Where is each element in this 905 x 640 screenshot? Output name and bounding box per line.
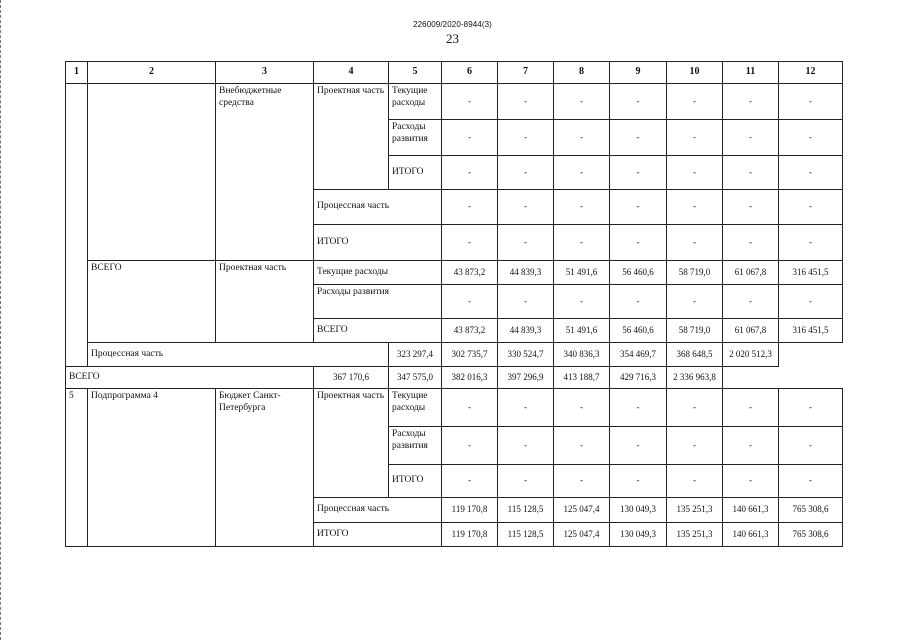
value-cell: 119 170,8 — [442, 523, 498, 547]
name-cell: ВСЕГО — [88, 261, 216, 343]
dash-cell: - — [442, 190, 498, 225]
dash-cell: - — [667, 120, 723, 156]
document-id: 226009/2020-8944(3) — [413, 20, 492, 29]
process-part-cell: Процессная часть — [314, 498, 442, 523]
dash-cell: - — [554, 156, 610, 190]
dash-cell: - — [667, 285, 723, 319]
value-cell: 44 839,3 — [498, 319, 554, 343]
value-cell: 413 188,7 — [554, 367, 610, 389]
process-part-cell: Процессная часть — [88, 343, 389, 367]
part-cell: Проектная часть — [314, 389, 389, 498]
table-row — [66, 367, 843, 389]
dash-cell: - — [723, 225, 779, 261]
column-header: 5 — [389, 62, 442, 84]
dash-cell: - — [723, 465, 779, 498]
dash-cell: - — [723, 389, 779, 427]
value-cell: 56 460,6 — [610, 319, 667, 343]
total-label-cell: ИТОГО — [389, 465, 442, 498]
dash-cell: - — [498, 84, 554, 120]
part-cell: Проектная часть — [216, 261, 314, 343]
value-cell: 56 460,6 — [610, 261, 667, 285]
name-cell: Подпрограмма 4 — [88, 389, 216, 547]
dash-cell: - — [779, 84, 843, 120]
dash-cell: - — [554, 285, 610, 319]
dash-cell: - — [779, 465, 843, 498]
dash-cell: - — [779, 156, 843, 190]
dash-cell: - — [667, 84, 723, 120]
column-header: 9 — [610, 62, 667, 84]
num-cell — [66, 84, 88, 367]
name-cell — [88, 84, 216, 261]
value-cell: 140 661,3 — [723, 523, 779, 547]
dash-cell: - — [498, 156, 554, 190]
dash-cell: - — [723, 120, 779, 156]
value-cell: 51 491,6 — [554, 319, 610, 343]
total-label-cell: ВСЕГО — [314, 319, 442, 343]
value-cell: 382 016,3 — [442, 367, 498, 389]
value-cell: 58 719,0 — [667, 261, 723, 285]
dash-cell: - — [498, 120, 554, 156]
grand-total-label-cell: ВСЕГО — [66, 367, 314, 389]
binding-edge — [0, 0, 4, 640]
column-header: 1 — [66, 62, 88, 84]
dash-cell: - — [442, 465, 498, 498]
budget-table — [65, 61, 843, 547]
column-header: 11 — [723, 62, 779, 84]
table-row — [66, 389, 843, 427]
value-cell: 340 836,3 — [554, 343, 610, 367]
table-row — [66, 343, 843, 367]
dash-cell: - — [667, 225, 723, 261]
value-cell: 130 049,3 — [610, 523, 667, 547]
value-cell: 125 047,4 — [554, 498, 610, 523]
value-cell: 43 873,2 — [442, 261, 498, 285]
value-cell: 135 251,3 — [667, 498, 723, 523]
dash-cell: - — [610, 285, 667, 319]
dash-cell: - — [779, 285, 843, 319]
value-cell: 368 648,5 — [667, 343, 723, 367]
dash-cell: - — [667, 389, 723, 427]
total-label-cell: ИТОГО — [314, 225, 442, 261]
dash-cell: - — [498, 427, 554, 465]
dash-cell: - — [610, 156, 667, 190]
value-cell: 2 020 512,3 — [723, 343, 779, 367]
dash-cell: - — [779, 389, 843, 427]
value-cell: 115 128,5 — [498, 523, 554, 547]
part-cell: Проектная часть — [314, 84, 389, 190]
dash-cell: - — [723, 190, 779, 225]
column-header: 6 — [442, 62, 498, 84]
dash-cell: - — [610, 427, 667, 465]
process-part-cell: Процессная часть — [314, 190, 442, 225]
dash-cell: - — [442, 389, 498, 427]
dash-cell: - — [498, 225, 554, 261]
value-cell: 765 308,6 — [779, 523, 843, 547]
dash-cell: - — [610, 225, 667, 261]
expense-type-cell: Расходы развития — [389, 427, 442, 465]
dash-cell: - — [667, 427, 723, 465]
value-cell: 429 716,3 — [610, 367, 667, 389]
value-cell: 316 451,5 — [779, 261, 843, 285]
dash-cell: - — [723, 156, 779, 190]
value-cell: 397 296,9 — [498, 367, 554, 389]
dash-cell: - — [498, 465, 554, 498]
value-cell: 354 469,7 — [610, 343, 667, 367]
dash-cell: - — [779, 427, 843, 465]
dash-cell: - — [667, 156, 723, 190]
dash-cell: - — [498, 285, 554, 319]
value-cell: 367 170,6 — [314, 367, 389, 389]
column-header: 10 — [667, 62, 723, 84]
dash-cell: - — [610, 389, 667, 427]
dash-cell: - — [723, 427, 779, 465]
value-cell: 125 047,4 — [554, 523, 610, 547]
value-cell: 130 049,3 — [610, 498, 667, 523]
expense-type-cell: Текущие расходы — [389, 84, 442, 120]
dash-cell: - — [610, 190, 667, 225]
value-cell: 61 067,8 — [723, 261, 779, 285]
column-header: 8 — [554, 62, 610, 84]
dash-cell: - — [610, 84, 667, 120]
source-cell: Внебюджетные средства — [216, 84, 314, 261]
dash-cell: - — [667, 465, 723, 498]
dash-cell: - — [498, 190, 554, 225]
dash-cell: - — [554, 120, 610, 156]
expense-type-cell: Расходы развития — [314, 285, 442, 319]
value-cell: 302 735,7 — [442, 343, 498, 367]
dash-cell: - — [610, 120, 667, 156]
value-cell: 316 451,5 — [779, 319, 843, 343]
value-cell: 330 524,7 — [498, 343, 554, 367]
column-header: 4 — [314, 62, 389, 84]
value-cell: 44 839,3 — [498, 261, 554, 285]
dash-cell: - — [554, 389, 610, 427]
value-cell: 119 170,8 — [442, 498, 498, 523]
value-cell: 115 128,5 — [498, 498, 554, 523]
dash-cell: - — [723, 285, 779, 319]
value-cell: 51 491,6 — [554, 261, 610, 285]
dash-cell: - — [610, 465, 667, 498]
dash-cell: - — [779, 120, 843, 156]
num-cell: 5 — [66, 389, 88, 547]
dash-cell: - — [554, 190, 610, 225]
dash-cell: - — [779, 190, 843, 225]
page-number: 23 — [446, 31, 459, 46]
total-label-cell: ИТОГО — [314, 523, 442, 547]
dash-cell: - — [554, 84, 610, 120]
column-header: 12 — [779, 62, 843, 84]
dash-cell: - — [779, 225, 843, 261]
column-header: 3 — [216, 62, 314, 84]
dash-cell: - — [442, 225, 498, 261]
dash-cell: - — [723, 84, 779, 120]
value-cell: 135 251,3 — [667, 523, 723, 547]
value-cell: 765 308,6 — [779, 498, 843, 523]
column-header: 7 — [498, 62, 554, 84]
dash-cell: - — [442, 285, 498, 319]
value-cell: 43 873,2 — [442, 319, 498, 343]
dash-cell: - — [667, 190, 723, 225]
value-cell: 140 661,3 — [723, 498, 779, 523]
dash-cell: - — [442, 427, 498, 465]
value-cell: 347 575,0 — [389, 367, 442, 389]
value-cell: 323 297,4 — [389, 343, 442, 367]
dash-cell: - — [442, 84, 498, 120]
dash-cell: - — [554, 465, 610, 498]
expense-type-cell: Текущие расходы — [314, 261, 442, 285]
value-cell: 58 719,0 — [667, 319, 723, 343]
expense-type-cell: Расходы развития — [389, 120, 442, 156]
dash-cell: - — [498, 389, 554, 427]
column-header: 2 — [88, 62, 216, 84]
dash-cell: - — [442, 120, 498, 156]
dash-cell: - — [442, 156, 498, 190]
dash-cell: - — [554, 225, 610, 261]
expense-type-cell: Текущие расходы — [389, 389, 442, 427]
source-cell: Бюджет Санкт-Петербурга — [216, 389, 314, 547]
table-header-row — [66, 62, 843, 84]
value-cell: 2 336 963,8 — [667, 367, 723, 389]
dash-cell: - — [554, 427, 610, 465]
total-label-cell: ИТОГО — [389, 156, 442, 190]
table-row — [66, 84, 843, 120]
table-row — [66, 261, 843, 285]
value-cell: 61 067,8 — [723, 319, 779, 343]
